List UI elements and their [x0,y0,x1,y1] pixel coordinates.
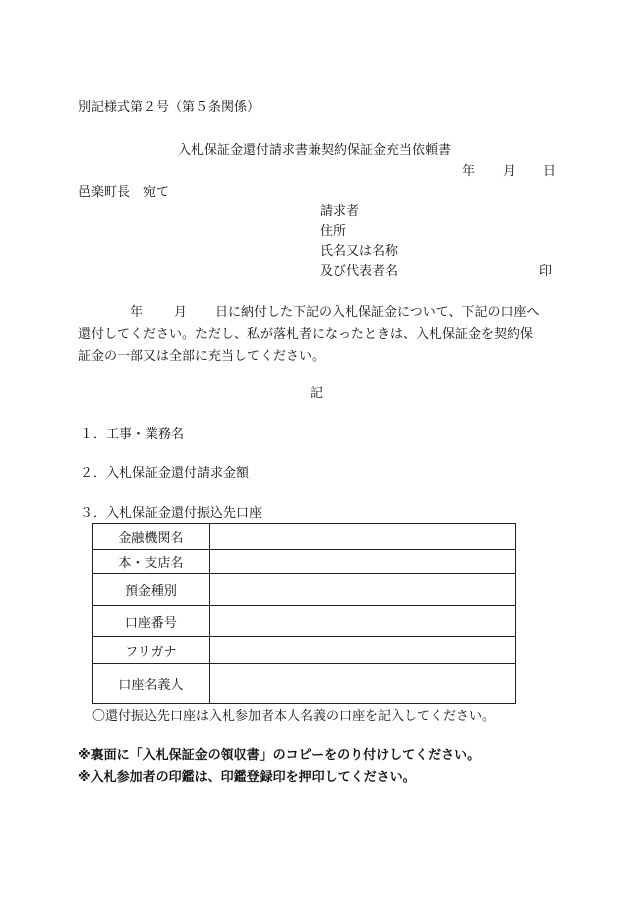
account-type-field[interactable] [209,574,515,606]
account-number-field[interactable] [209,606,515,637]
branch-name-field[interactable] [209,550,515,574]
item-refund-account: ３．入札保証金還付振込先口座 [80,506,263,521]
furigana-field[interactable] [209,637,515,664]
requester-representative: 及び代表者名 [320,264,399,279]
body-text-line3: 証金の一部又は全部に充当してください。 [78,349,326,364]
table-note: 〇還付振込先口座は入札参加者本人名義の口座を記入してください。 [92,709,496,724]
bank-name-label: 金融機関名 [93,524,210,550]
note-receipt-copy: ※裏面に「入札保証金の領収書」のコピーをのり付けしてください。 [78,748,481,763]
item-refund-amount: ２．入札保証金還付請求金額 [80,466,250,481]
note-registered-seal: ※入札参加者の印鑑は、印鑑登録印を押印してください。 [78,770,416,785]
account-table [92,523,516,704]
requester-label: 請求者 [320,204,360,219]
requester-address: 住所 [320,224,347,239]
body-text-line2: 還付してください。ただし、私が落札者になったときは、入札保証金を契約保 [78,327,534,342]
date-month: 月 [503,164,517,179]
item-work-name: １．工事・業務名 [80,427,185,442]
date-year: 年 [462,164,476,179]
requester-name: 氏名又は名称 [320,244,399,259]
form-number: 別記様式第２号（第５条関係） [78,100,261,115]
body-month: 月 [174,305,188,320]
bank-name-field[interactable] [209,524,515,550]
account-number-label: 口座番号 [93,606,210,637]
ki-heading: 記 [310,386,324,401]
branch-name-label: 本・支店名 [93,550,210,574]
account-holder-field[interactable] [209,664,515,704]
addressee: 邑楽町長 宛て [78,185,170,200]
body-year: 年 [130,305,144,320]
body-text-line1: 日に納付した下記の入札保証金について、下記の口座へ [215,305,540,320]
document-title: 入札保証金還付請求書兼契約保証金充当依頼書 [178,143,452,158]
account-holder-label: 口座名義人 [93,664,210,704]
seal-mark: 印 [539,264,553,279]
furigana-label: フリガナ [93,637,210,664]
date-day: 日 [543,164,557,179]
account-type-label: 預金種別 [93,574,210,606]
